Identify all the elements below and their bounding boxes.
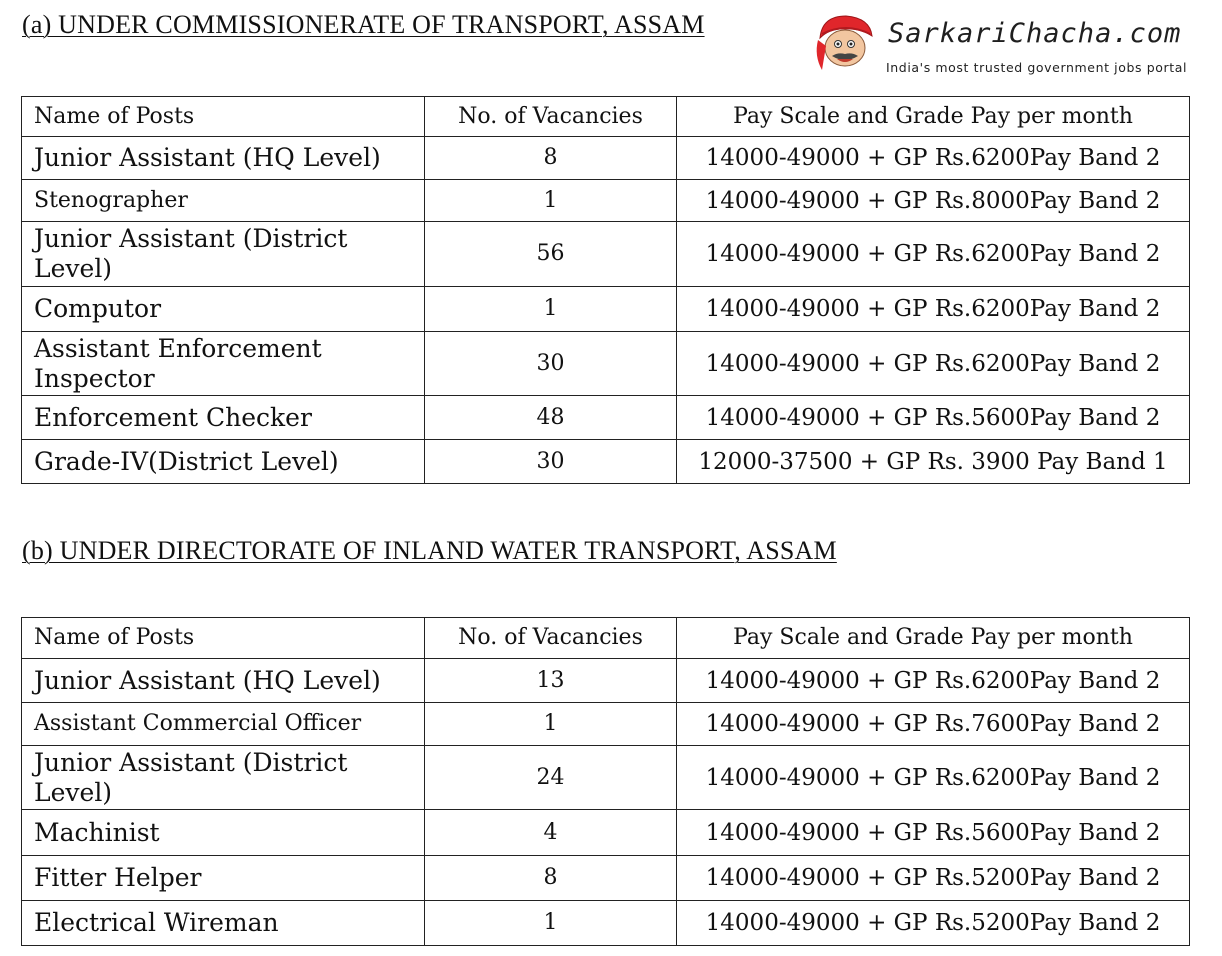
table-row bbox=[22, 746, 1190, 810]
pay-scale: 14000-49000 + GP Rs.5600Pay Band 2 bbox=[677, 396, 1190, 440]
column-header-post: Name of Posts bbox=[22, 618, 425, 659]
post-name: Fitter Helper bbox=[22, 856, 425, 901]
pay-scale: 14000-49000 + GP Rs.5200Pay Band 2 bbox=[677, 856, 1190, 901]
vacancy-count: 30 bbox=[425, 440, 677, 484]
post-name: Machinist bbox=[22, 810, 425, 856]
pay-scale: 14000-49000 + GP Rs.6200Pay Band 2 bbox=[677, 746, 1190, 810]
vacancy-count: 1 bbox=[425, 287, 677, 332]
post-name: Stenographer bbox=[22, 180, 425, 222]
post-name: Junior Assistant (HQ Level) bbox=[22, 137, 425, 180]
post-name: Electrical Wireman bbox=[22, 901, 425, 946]
site-name: SarkariChacha.com bbox=[888, 18, 1182, 49]
post-name: Grade-IV(District Level) bbox=[22, 440, 425, 484]
table-header-row bbox=[22, 97, 1190, 137]
vacancy-count: 1 bbox=[425, 901, 677, 946]
vacancy-count: 1 bbox=[425, 180, 677, 222]
table-row bbox=[22, 396, 1190, 440]
vacancy-count: 13 bbox=[425, 659, 677, 703]
chacha-mascot-icon bbox=[812, 12, 878, 74]
vacancy-count: 8 bbox=[425, 856, 677, 901]
pay-scale: 14000-49000 + GP Rs.6200Pay Band 2 bbox=[677, 222, 1190, 287]
pay-scale: 14000-49000 + GP Rs.8000Pay Band 2 bbox=[677, 180, 1190, 222]
vacancy-table-transport bbox=[21, 96, 1190, 484]
vacancy-count: 30 bbox=[425, 332, 677, 396]
pay-scale: 14000-49000 + GP Rs.6200Pay Band 2 bbox=[677, 332, 1190, 396]
vacancy-table-inland-water bbox=[21, 617, 1190, 946]
table-row bbox=[22, 222, 1190, 287]
column-header-pay: Pay Scale and Grade Pay per month bbox=[677, 97, 1190, 137]
vacancy-count: 8 bbox=[425, 137, 677, 180]
sarkarichacha-logo bbox=[812, 12, 1222, 76]
table-row bbox=[22, 287, 1190, 332]
column-header-vacancies: No. of Vacancies bbox=[425, 618, 677, 659]
table-row bbox=[22, 856, 1190, 901]
table-row bbox=[22, 332, 1190, 396]
post-name: Assistant Enforcement Inspector bbox=[22, 332, 425, 396]
post-name: Enforcement Checker bbox=[22, 396, 425, 440]
pay-scale: 12000-37500 + GP Rs. 3900 Pay Band 1 bbox=[677, 440, 1190, 484]
post-name: Computor bbox=[22, 287, 425, 332]
table-row bbox=[22, 659, 1190, 703]
vacancy-count: 1 bbox=[425, 703, 677, 746]
table-row bbox=[22, 810, 1190, 856]
site-tagline: India's most trusted government jobs portal bbox=[886, 60, 1188, 75]
vacancy-count: 56 bbox=[425, 222, 677, 287]
post-name: Junior Assistant (District Level) bbox=[22, 222, 425, 287]
pay-scale: 14000-49000 + GP Rs.6200Pay Band 2 bbox=[677, 659, 1190, 703]
vacancy-count: 48 bbox=[425, 396, 677, 440]
pay-scale: 14000-49000 + GP Rs.5200Pay Band 2 bbox=[677, 901, 1190, 946]
section-b-heading: (b) UNDER DIRECTORATE OF INLAND WATER TRANSPORT, ASSAM bbox=[22, 536, 837, 565]
table-header-row bbox=[22, 618, 1190, 659]
table-row bbox=[22, 440, 1190, 484]
post-name: Assistant Commercial Officer bbox=[22, 703, 425, 746]
column-header-vacancies: No. of Vacancies bbox=[425, 97, 677, 137]
pay-scale: 14000-49000 + GP Rs.6200Pay Band 2 bbox=[677, 287, 1190, 332]
table-row bbox=[22, 180, 1190, 222]
vacancy-count: 4 bbox=[425, 810, 677, 856]
pay-scale: 14000-49000 + GP Rs.7600Pay Band 2 bbox=[677, 703, 1190, 746]
pay-scale: 14000-49000 + GP Rs.5600Pay Band 2 bbox=[677, 810, 1190, 856]
post-name: Junior Assistant (District Level) bbox=[22, 746, 425, 810]
column-header-pay: Pay Scale and Grade Pay per month bbox=[677, 618, 1190, 659]
pay-scale: 14000-49000 + GP Rs.6200Pay Band 2 bbox=[677, 137, 1190, 180]
post-name: Junior Assistant (HQ Level) bbox=[22, 659, 425, 703]
table-row bbox=[22, 703, 1190, 746]
vacancy-count: 24 bbox=[425, 746, 677, 810]
table-row bbox=[22, 137, 1190, 180]
column-header-post: Name of Posts bbox=[22, 97, 425, 137]
table-row bbox=[22, 901, 1190, 946]
section-a-heading: (a) UNDER COMMISSIONERATE OF TRANSPORT, ASSAM bbox=[22, 10, 705, 39]
